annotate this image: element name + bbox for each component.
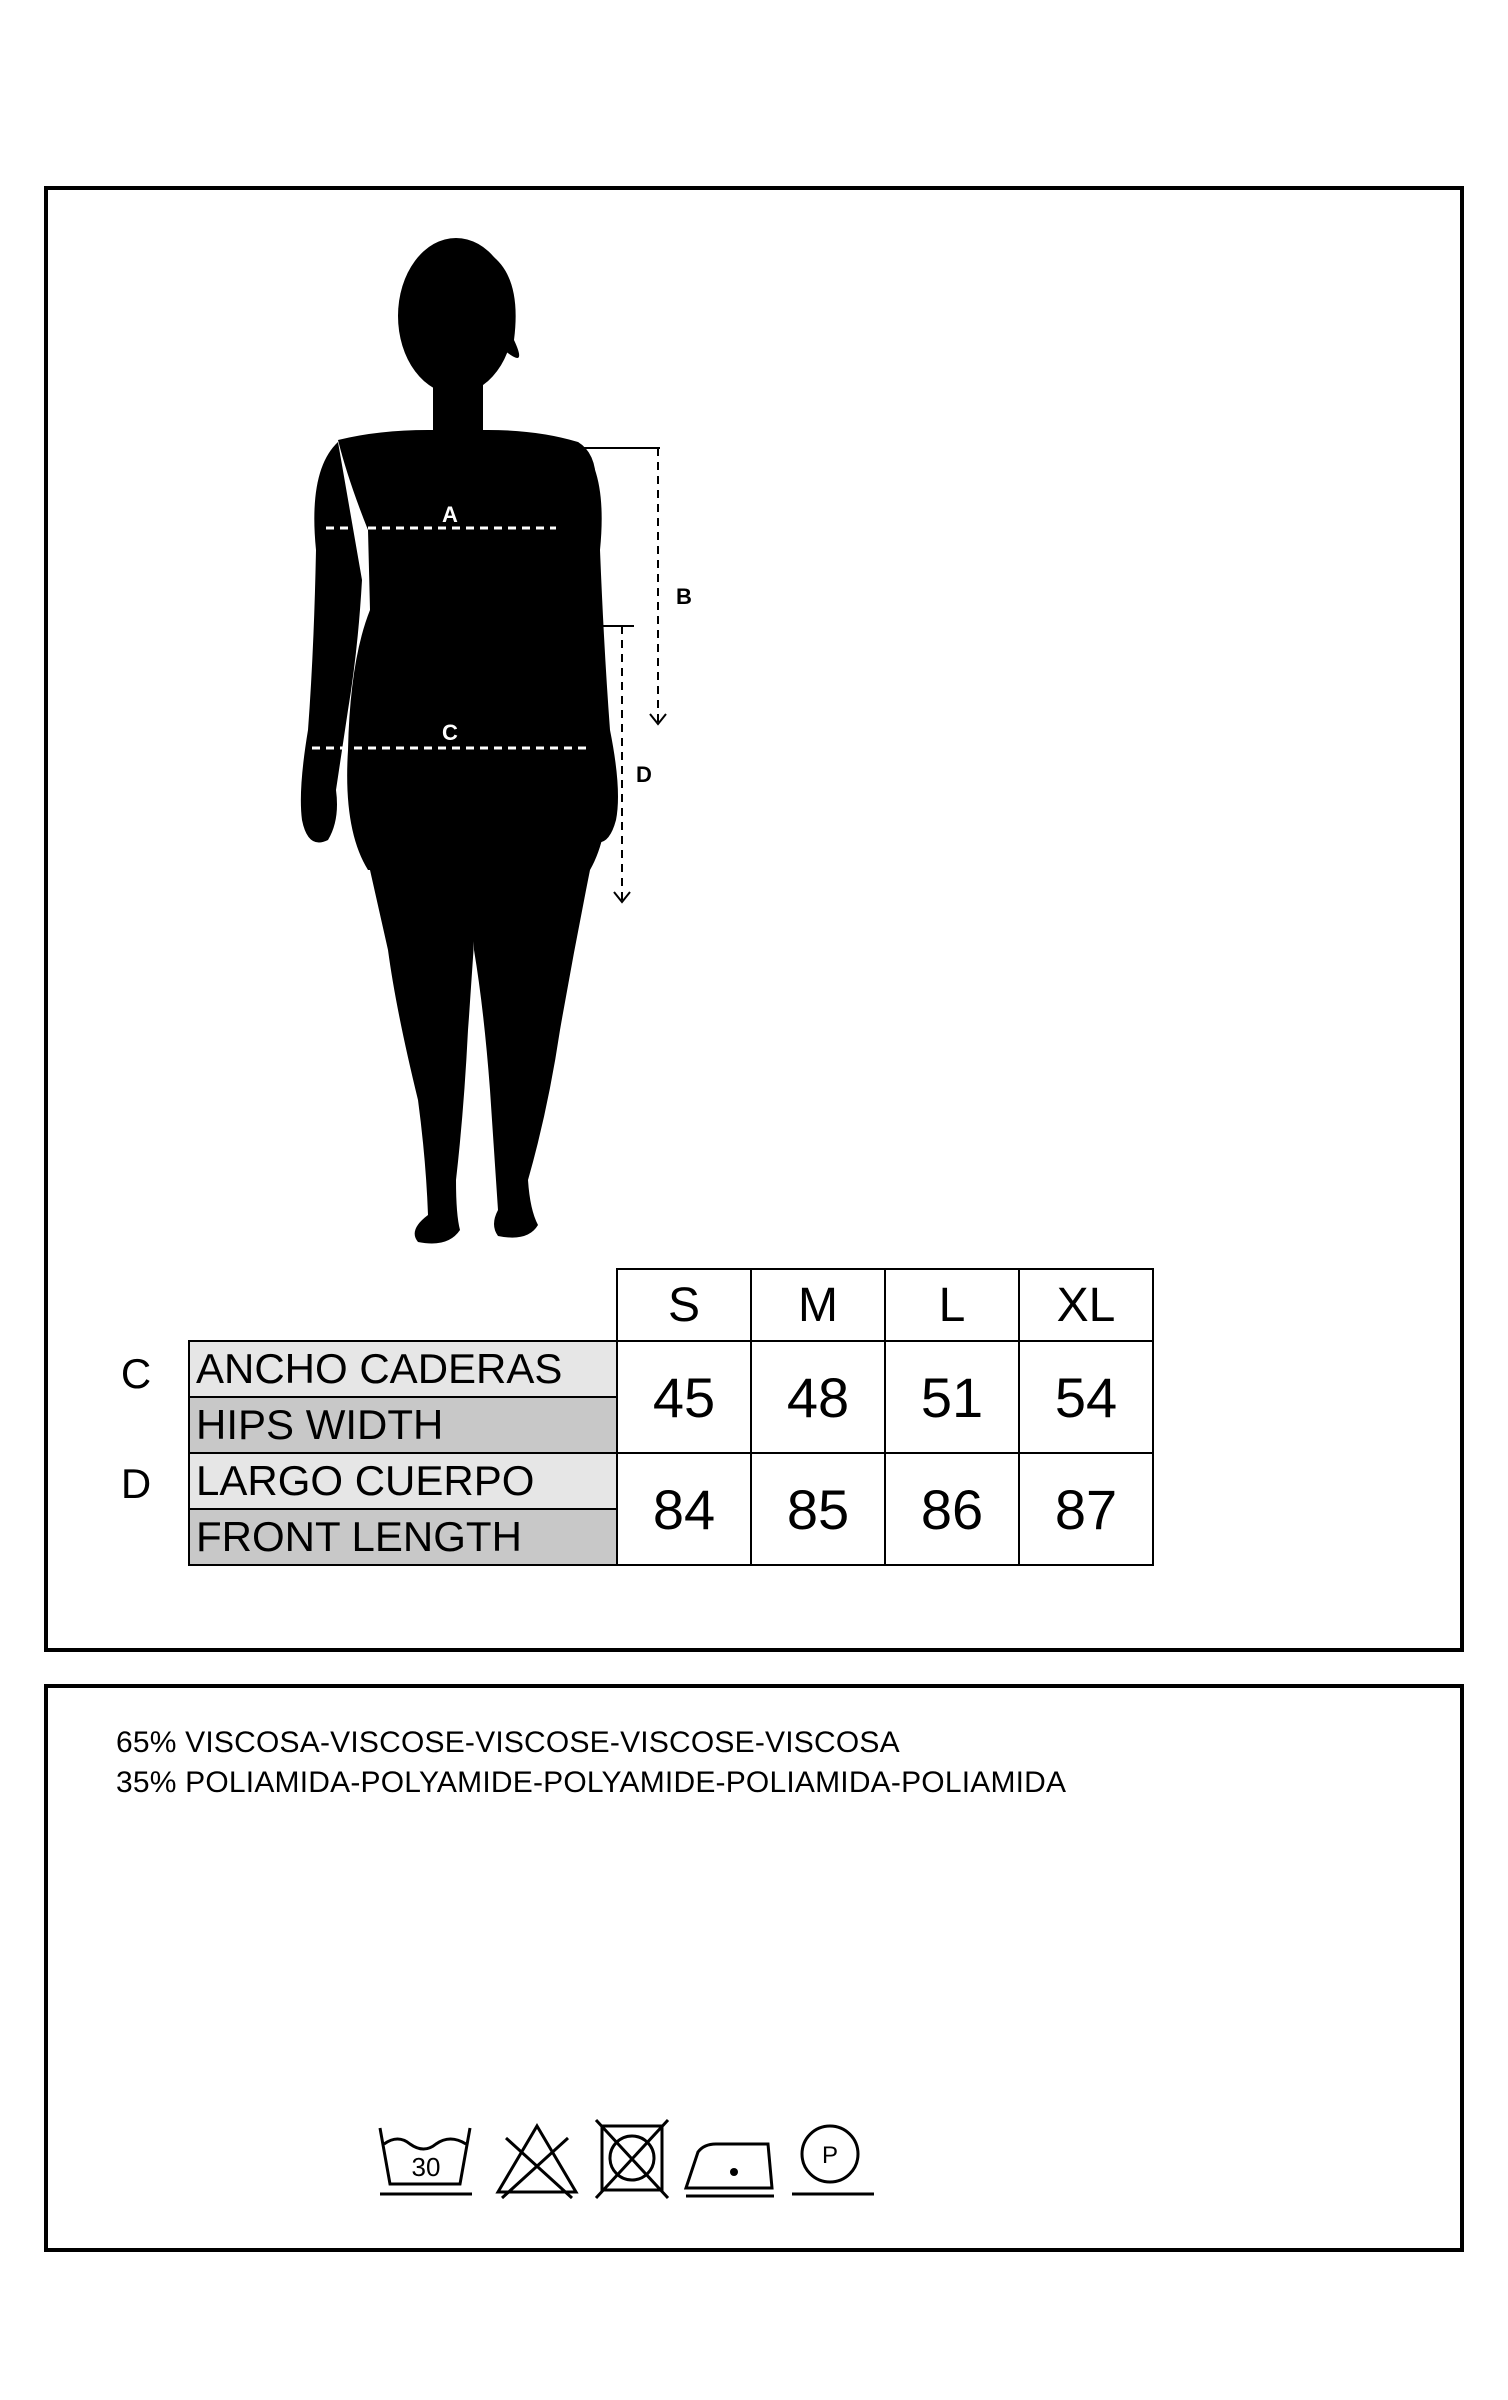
silhouette-icon — [301, 238, 618, 1244]
size-header-l: L — [885, 1269, 1019, 1341]
value-cell: 85 — [751, 1453, 885, 1565]
table-row — [189, 1453, 1153, 1509]
measure-label-c: C — [442, 720, 458, 745]
row-label-es: ANCHO CADERAS — [189, 1341, 617, 1397]
size-chart-table — [188, 1268, 1154, 1566]
value-cell: 84 — [617, 1453, 751, 1565]
measure-label-a: A — [442, 502, 458, 527]
row-letter-c: C — [120, 1350, 152, 1397]
table-row — [189, 1341, 1153, 1397]
dry-clean-letter: P — [821, 2142, 839, 2169]
no-bleach-icon — [492, 2118, 582, 2202]
row-label-en: HIPS WIDTH — [189, 1397, 617, 1453]
measure-label-d: D — [636, 762, 652, 787]
size-header-row — [189, 1269, 1153, 1341]
value-cell: 48 — [751, 1341, 885, 1453]
composition-line: 35% POLIAMIDA-POLYAMIDE-POLYAMIDE-POLIAMIDA-POLIAMIDA — [116, 1766, 1067, 1799]
composition-care-panel — [44, 1684, 1464, 2252]
wash-30-icon — [374, 2118, 478, 2202]
value-cell: 87 — [1019, 1453, 1153, 1565]
body-silhouette-figure — [278, 230, 758, 1260]
wash-temperature: 30 — [411, 2152, 441, 2182]
measure-label-b: B — [676, 584, 692, 609]
no-tumble-dry-icon — [594, 2118, 670, 2202]
composition-line: 65% VISCOSA-VISCOSE-VISCOSE-VISCOSE-VISCOSA — [116, 1726, 900, 1759]
iron-low-icon — [682, 2118, 778, 2202]
size-chart-panel — [44, 186, 1464, 1652]
row-letter-d: D — [120, 1460, 152, 1507]
value-cell: 51 — [885, 1341, 1019, 1453]
row-label-es: LARGO CUERPO — [189, 1453, 617, 1509]
table-corner — [189, 1269, 617, 1341]
value-cell: 86 — [885, 1453, 1019, 1565]
size-header-s: S — [617, 1269, 751, 1341]
size-header-m: M — [751, 1269, 885, 1341]
value-cell: 54 — [1019, 1341, 1153, 1453]
value-cell: 45 — [617, 1341, 751, 1453]
dry-clean-p-icon — [792, 2118, 876, 2202]
size-header-xl: XL — [1019, 1269, 1153, 1341]
row-label-en: FRONT LENGTH — [189, 1509, 617, 1565]
